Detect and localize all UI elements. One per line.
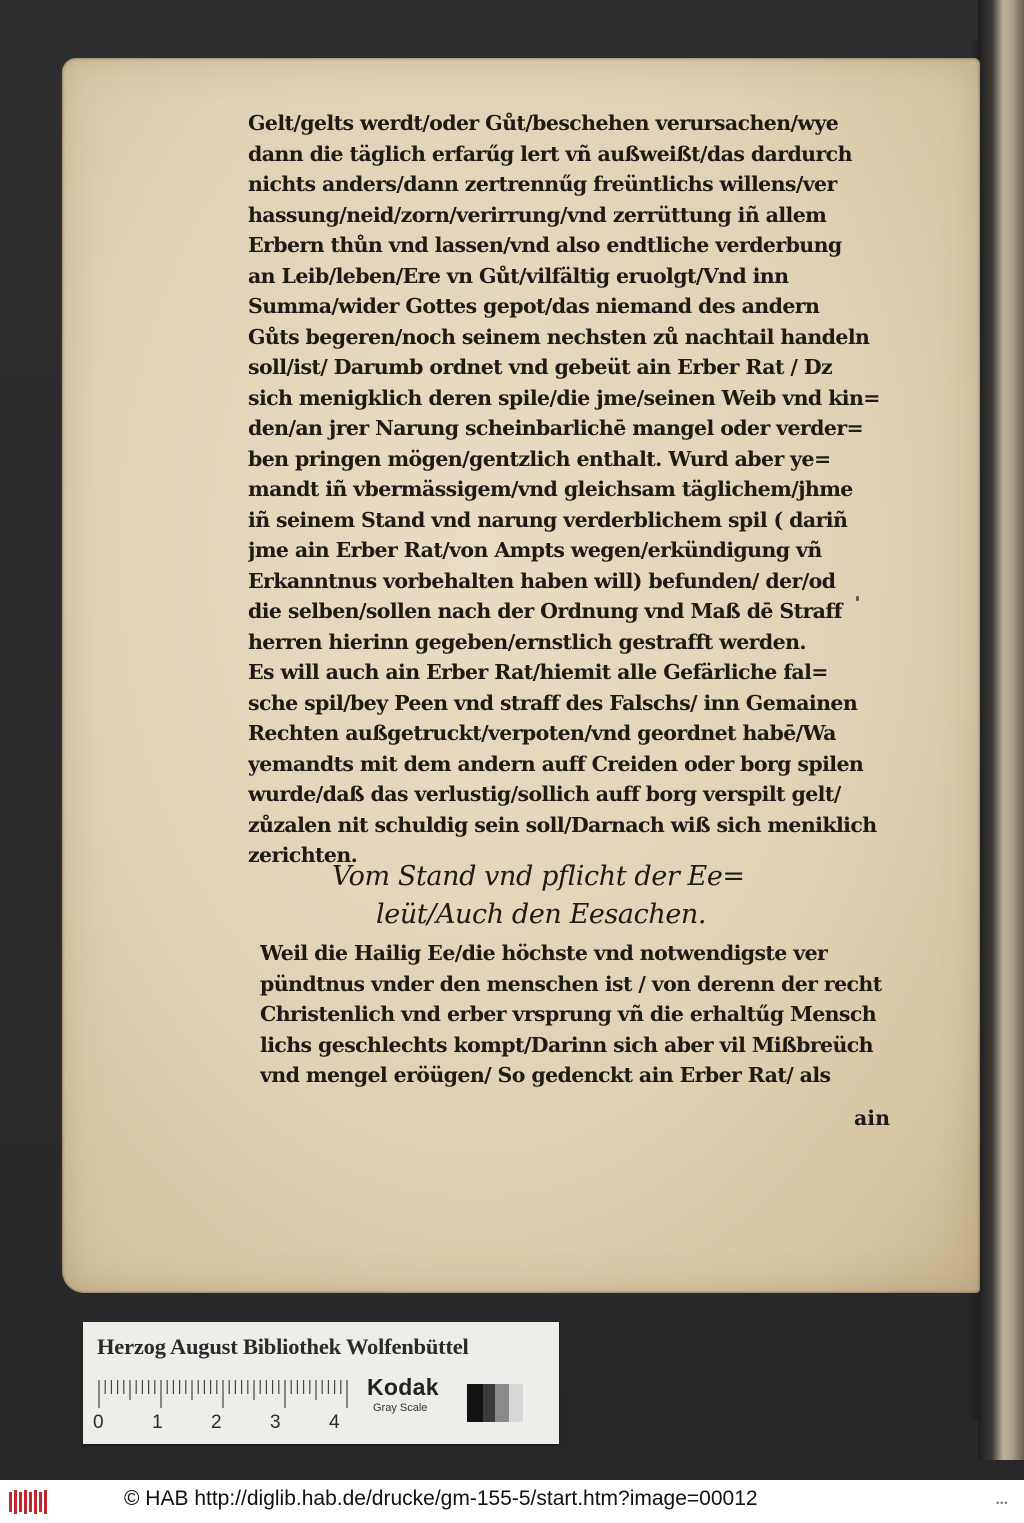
scanned-page xyxy=(62,58,980,1293)
text-line: zerichten. xyxy=(248,843,358,867)
ruler-number: 2 xyxy=(211,1412,222,1433)
text-line: Gůts begeren/noch seinem nechsten zů nachtail handeln xyxy=(248,324,870,349)
more-dots-icon[interactable]: ••• xyxy=(996,1498,1009,1508)
text-line: Erkanntnus vorbehalten haben will) befunden/ der/od xyxy=(248,568,836,593)
text-line: nichts anders/dann zertrennűg freüntlichs willens/ver xyxy=(248,172,837,196)
text-line: an Leib/leben/Ere vn Gůt/vilfältig eruolgt/Vnd inn xyxy=(248,263,789,288)
text-line: yemandts mit dem andern auff Creiden oder borg spilen xyxy=(248,751,864,776)
text-line: wurde/daß das verlustig/sollich auff borg verspilt gelt/ xyxy=(248,782,841,806)
copyright-url[interactable]: © HAB http://diglib.hab.de/drucke/gm-155-5/start.htm?image=00012 xyxy=(124,1487,758,1510)
color-scale-card xyxy=(83,1322,559,1444)
heading-line: Vom Stand vnd pflicht der Ee= xyxy=(332,861,745,892)
text-line: Summa/wider Gottes gepot/das niemand des andern xyxy=(248,294,820,318)
ruler-number: 1 xyxy=(152,1412,163,1433)
text-line: Weil die Hailig Ee/die höchste vnd notwendigste ver xyxy=(260,941,828,965)
ruler-numbers xyxy=(93,1412,363,1436)
swatch-light xyxy=(509,1384,523,1422)
hab-logo-icon xyxy=(8,1488,48,1516)
ruler-ticks xyxy=(97,1376,359,1412)
library-name: Herzog August Bibliothek Wolfenbüttel xyxy=(97,1334,469,1359)
text-line: iñ seinem Stand vnd narung verderblichem spil ( dariñ xyxy=(248,507,848,532)
text-line: zůzalen nit schuldig sein soll/Darnach wiß sich meniklich xyxy=(248,812,877,837)
footer-bar xyxy=(0,1480,1024,1523)
catchword: ain xyxy=(854,1106,890,1130)
page-body-text xyxy=(248,108,908,871)
ruler-number: 3 xyxy=(270,1412,281,1433)
text-line: Rechten außgetruckt/verpoten/vnd geordnet habē/Wa xyxy=(248,721,836,745)
text-line: lichs geschlechts kompt/Darinn sich aber vil Mißbreüch xyxy=(260,1032,873,1057)
text-line: sche spil/bey Peen vnd straff des Falschs/ inn Gemainen xyxy=(248,690,858,715)
book-spine-edge xyxy=(978,0,1024,1460)
text-line: pündtnus vnder den menschen ist / von derenn der recht xyxy=(260,971,882,996)
swatch-dark xyxy=(483,1384,495,1422)
kodak-logo-text: Kodak xyxy=(367,1374,439,1400)
text-line: hassung/neid/zorn/verirrung/vnd zerrüttung iñ allem xyxy=(248,202,827,227)
paper-speck xyxy=(856,596,859,601)
text-line: die selben/sollen nach der Ordnung vnd Maß dē Straff xyxy=(248,599,842,623)
heading-line: leüt/Auch den Eesachen. xyxy=(376,899,707,930)
text-line: jme ain Erber Rat/von Ampts wegen/erkündigung vñ xyxy=(248,538,822,562)
text-line: ben pringen mögen/gentzlich enthalt. Wurd aber ye= xyxy=(248,446,831,471)
page-body-text-2 xyxy=(260,938,920,1091)
ruler-number: 4 xyxy=(329,1412,340,1433)
gray-swatches xyxy=(467,1384,527,1422)
text-line: Erbern thůn vnd lassen/vnd also endtliche verderbung xyxy=(248,233,842,257)
section-heading xyxy=(332,858,812,934)
text-line: vnd mengel eröügen/ So gedenckt ain Erber Rat/ als xyxy=(260,1063,831,1087)
text-line: sich menigklich deren spile/die jme/seinen Weib vnd kin= xyxy=(248,385,880,410)
text-line: soll/ist/ Darumb ordnet vnd gebeüt ain Erber Rat / Dz xyxy=(248,355,833,379)
swatch-mid xyxy=(495,1384,509,1422)
text-line: dann die täglich erfarűg lert vñ außweißt/das dardurch xyxy=(248,141,852,166)
swatch-black xyxy=(467,1384,483,1422)
text-line: Es will auch ain Erber Rat/hiemit alle Gefärliche fal= xyxy=(248,660,828,684)
text-line: mandt iñ vbermässigem/vnd gleichsam täglichem/jhme xyxy=(248,477,853,501)
text-line: den/an jrer Narung scheinbarlichē mangel oder verder= xyxy=(248,416,864,440)
text-line: Gelt/gelts werdt/oder Gůt/beschehen verursachen/wye xyxy=(248,111,839,135)
grayscale-label: Gray Scale xyxy=(373,1402,428,1414)
ruler-number: 0 xyxy=(93,1412,104,1433)
text-line: Christenlich vnd erber vrsprung vñ die erhaltűg Mensch xyxy=(260,1002,877,1026)
text-line: herren hierinn gegeben/ernstlich gestrafft werden. xyxy=(248,629,806,654)
